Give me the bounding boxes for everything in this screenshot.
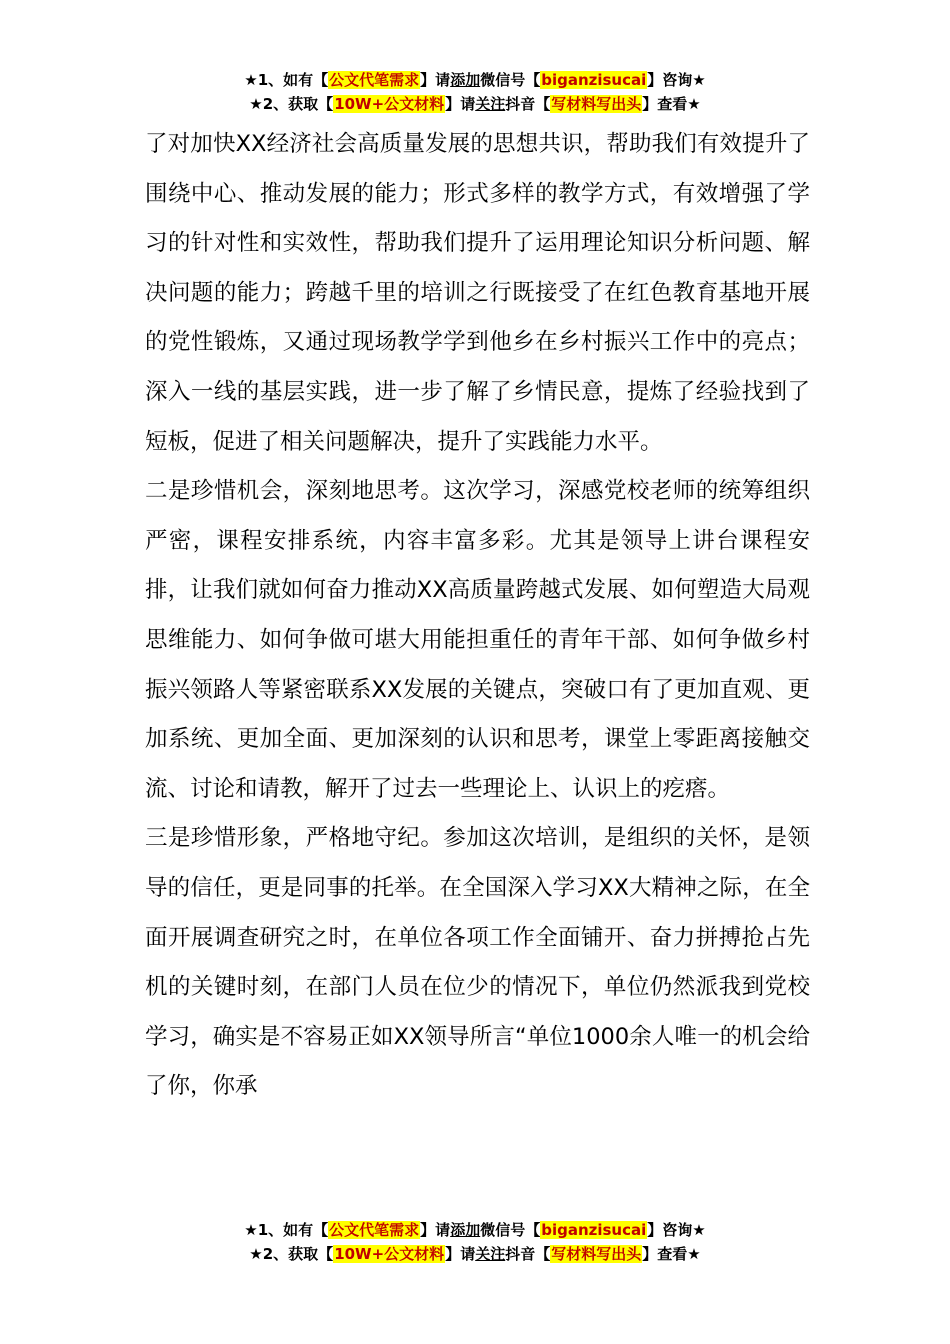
highlight-materials: 10W+公文材料: [334, 95, 445, 113]
highlight-wechat-id: biganzisucai: [541, 71, 647, 89]
header-banner: [0, 68, 950, 116]
paragraph-1: 了对加快XX经济社会高质量发展的思想共识，帮助我们有效提升了围绕中心、推动发展的能力；形式多样的教学方式，有效增强了学习的针对性和实效性，帮助我们提升了运用理论知识分析问题、解决问题的能力；跨越千里的培训之行既接受了在红色教育基地开展的党性锻炼，又通过现场教学学到他乡在乡村振兴工作中的亮点；深入一线的基层实践，进一步了解了乡情民意，提炼了经验找到了短板，促进了相关问题解决，提升了实践能力水平。: [145, 131, 810, 455]
paragraph-2: 二是珍惜机会，深刻地思考。这次学习，深感党校老师的统筹组织严密，课程安排系统，内容丰富多彩。尤其是领导上讲台课程安排，让我们就如何奋力推动XX高质量跨越式发展、如何塑造大局观思维能力、如何争做可堪大用能担重任的青年干部、如何争做乡村振兴领路人等紧密联系XX发展的关键点，突破口有了更加直观、更加系统、更加全面、更加深刻的认识和思考，课堂上零距离接触交流、讨论和请教，解开了过去一些理论上、认识上的疙瘩。: [145, 478, 810, 802]
highlight-service: 公文代笔需求: [329, 71, 420, 89]
highlight-douyin: 写材料写出头: [551, 95, 642, 113]
highlight-service: 公文代笔需求: [329, 1221, 420, 1239]
paragraph-3: 三是珍惜形象，严格地守纪。参加这次培训，是组织的关怀，是领导的信任，更是同事的托举。在全国深入学习XX大精神之际，在全面开展调查研究之时，在单位各项工作全面铺开、奋力拼搏抢占先机的关键时刻，在部门人员在位少的情况下，单位仍然派我到党校学习，确实是不容易正如XX领导所言“单位1000余人唯一的机会给了你，你承: [145, 825, 810, 1100]
highlight-douyin: 写材料写出头: [551, 1245, 642, 1263]
banner-line-1: ★1、如有【公文代笔需求】请添加微信号【biganzisucai】咨询★: [244, 1221, 706, 1239]
document-body: [145, 120, 810, 1112]
highlight-materials: 10W+公文材料: [334, 1245, 445, 1263]
banner-line-2: ★2、获取【10W+公文材料】请关注抖音【写材料写出头】查看★: [249, 1245, 701, 1263]
footer-banner: [0, 1218, 950, 1266]
banner-line-2: ★2、获取【10W+公文材料】请关注抖音【写材料写出头】查看★: [249, 95, 701, 113]
banner-line-1: ★1、如有【公文代笔需求】请添加微信号【biganzisucai】咨询★: [244, 71, 706, 89]
highlight-wechat-id: biganzisucai: [541, 1221, 647, 1239]
